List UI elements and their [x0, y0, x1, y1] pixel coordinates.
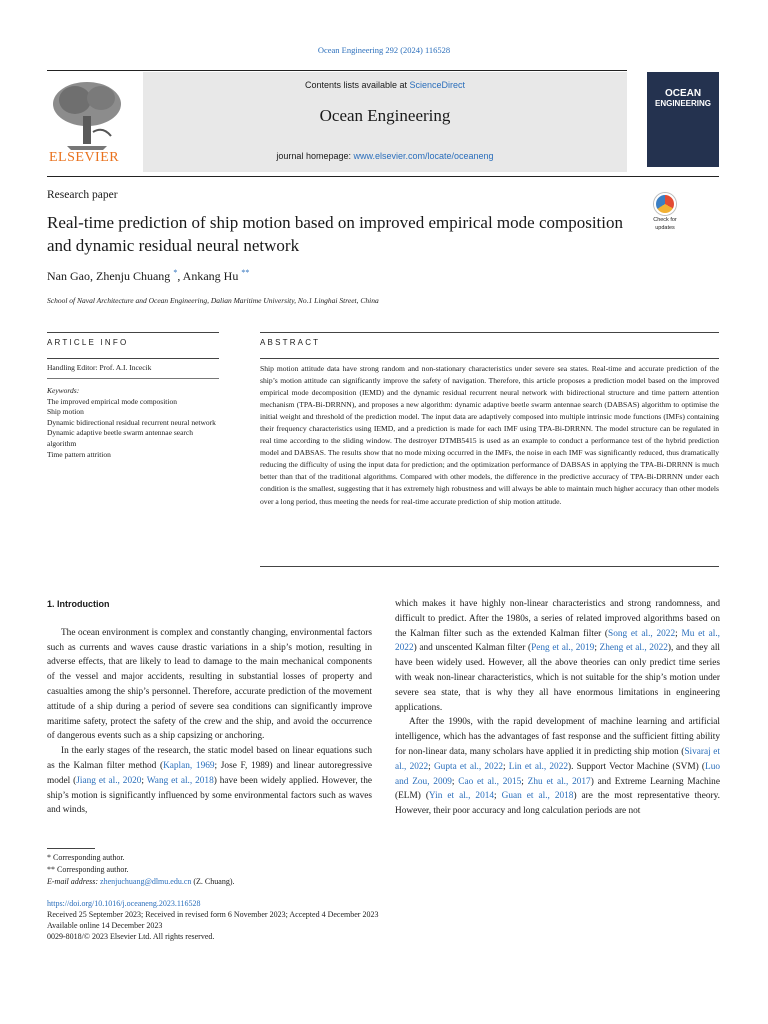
citation-link[interactable]: Jiang et al., 2020	[76, 775, 142, 786]
text-run: ) and Extreme Learning Machine (ELM) (	[395, 776, 720, 802]
available-online: Available online 14 December 2023	[47, 921, 163, 930]
text-run: which makes it have highly non-linear characteristics and strong randomness, and difficult to predict. After the 1980s, a series of related improved algorithms based on the Kalman filter such as the extended Kalman filter (	[395, 599, 720, 639]
rule	[260, 566, 719, 567]
cover-title-line1: OCEAN	[664, 88, 702, 99]
body-column-right	[395, 597, 720, 819]
citation-link[interactable]: Lin et al., 2022	[508, 761, 569, 772]
contents-line	[143, 80, 627, 90]
sciencedirect-link[interactable]: ScienceDirect	[409, 80, 466, 90]
article-title: Real-time prediction of ship motion based on improved empirical mode composition and dynamic residual neural network	[47, 213, 623, 255]
text-run: ;	[141, 775, 147, 786]
rule	[47, 332, 219, 333]
text-run: ;	[494, 791, 502, 802]
keyword-item: Dynamic adaptive beetle swarm antennae search algorithm	[47, 428, 193, 448]
body-paragraph	[395, 715, 720, 819]
author-name[interactable]: Ankang Hu	[182, 269, 239, 283]
citation-link[interactable]: Zheng et al., 2022	[599, 643, 668, 654]
homepage-prefix: journal homepage:	[276, 151, 354, 161]
rule	[260, 332, 719, 333]
keyword-item: Time pattern attrition	[47, 449, 111, 459]
citation-link[interactable]: Gupta et al., 2022	[433, 761, 503, 772]
check-updates-line2: updates	[655, 225, 675, 231]
citation-link[interactable]: Mu et al., 2022	[395, 628, 720, 654]
journal-cover-thumbnail[interactable]	[647, 72, 719, 167]
citation-link[interactable]: Guan et al., 2018	[501, 791, 574, 802]
citation-link[interactable]: Cao et al., 2015	[458, 776, 522, 787]
header-rule-bottom	[47, 176, 719, 177]
footnote: * Corresponding author.	[47, 853, 125, 862]
affiliation: School of Naval Architecture and Ocean Engineering, Dalian Maritime University, No.1 Linghai Street, China	[47, 296, 379, 305]
footnotes	[47, 852, 234, 888]
body-paragraph	[395, 597, 720, 715]
section-heading: 1. Introduction	[47, 599, 110, 609]
article-type: Research paper	[47, 189, 118, 201]
footnote-email	[47, 876, 234, 888]
text-run: ;	[428, 761, 434, 772]
journal-name: Ocean Engineering	[319, 106, 451, 125]
text-run: ;	[503, 761, 509, 772]
abstract-heading: ABSTRACT	[260, 338, 321, 347]
citation-link[interactable]: Kaplan, 1969	[163, 760, 215, 771]
rule	[260, 358, 719, 359]
citation-link[interactable]: Song et al., 2022	[608, 628, 676, 639]
citation-link[interactable]: Wang et al., 2018	[146, 775, 214, 786]
text-run: ) have been widely applied. However, the ship’s motion is significantly influenced by some environmental factors such as waves and winds,	[47, 775, 372, 816]
author-mark[interactable]: **	[241, 268, 250, 277]
header-rule-top	[47, 70, 627, 71]
citation-link[interactable]: Zhu et al., 2017	[527, 776, 591, 787]
body-paragraph	[47, 744, 372, 818]
text-run: ;	[675, 628, 682, 639]
cover-title-line2: ENGINEERING	[654, 99, 711, 108]
keyword-item: The improved empirical mode composition	[47, 396, 177, 406]
text-run: After the 1990s, with the rapid development of machine learning and artificial intelligence, which has the advantages of fast response and the sufficient fitting ability for non-linear data, many scholars have applied it in predicting ship motion (	[395, 717, 720, 757]
author-name[interactable]: Nan Gao	[47, 269, 90, 283]
citation-link[interactable]: Sivaraj et al., 2022	[395, 746, 720, 772]
citation-link[interactable]: Luo and Zou, 2009	[395, 761, 720, 787]
journal-masthead	[47, 72, 719, 172]
keywords-label: Keywords:	[47, 386, 80, 395]
footnote: ** Corresponding author.	[47, 865, 129, 874]
keywords-list	[47, 386, 219, 460]
citation-link[interactable]: Yin et al., 2014	[428, 791, 495, 802]
body-paragraph: The ocean environment is complex and constantly changing, environmental factors such as currents and waves cause drastic variations in a ship’s motion, resulting in adverse effects, that are likely to lead to damage to the main mechanical components of the vessel and major accidents, resulting in substantial losses of property and casualties among the ship’s personnel. Therefore, accurate prediction of the movement attitude of a ship during a period of severe sea conditions can significantly improve maritime safety, protect the safety of the crew and the ship, and avoid the occurrence of dangerous events such as a ship capsizing or anchoring.	[47, 627, 372, 742]
text-run: ;	[594, 643, 600, 654]
body-column-left	[47, 597, 372, 818]
author-mark[interactable]: *	[173, 268, 178, 277]
author-name[interactable]: Zhenju Chuang	[95, 269, 171, 283]
rule	[47, 358, 219, 359]
masthead-center	[143, 72, 627, 172]
copyright: 0029-8018/© 2023 Elsevier Ltd. All rights reserved.	[47, 932, 215, 941]
publication-info	[47, 898, 378, 942]
keyword-item: Ship motion	[47, 407, 84, 417]
text-run: ;	[521, 776, 528, 787]
journal-homepage-link[interactable]: www.elsevier.com/locate/oceaneng	[353, 151, 494, 161]
check-updates-line1: Check for	[653, 217, 677, 223]
journal-citation-link[interactable]: Ocean Engineering 292 (2024) 116528	[317, 45, 451, 55]
keyword-item: Dynamic bidirectional residual recurrent neural network	[47, 417, 216, 427]
text-run: ;	[451, 776, 459, 787]
citation-link[interactable]: Peng et al., 2019	[531, 643, 595, 654]
text-run: ). Support Vector Machine (SVM) (	[568, 761, 706, 772]
abstract-text: Ship motion attitude data have strong random and non-stationary characteristics under severe sea states. Real-time and accurate prediction of the ship’s motion attitude can significantly improve the safety of navigation. Therefore, this article proposes a prediction model based on the improved empirical mode decomposition (IEMD) and the dynamic residual recurrent neural network with bidirectional structure and time pattern attention mechanism (TPA-Bi-DRRNN), and proposes a new algorithm: dynamic adaptive beetle swarm antennae search (DABSAS) algorithm to optimise the initial weight and threshold of the prediction model. The input data are adaptively composed into multiple intrinsic mode functions (IMFs) containing their frequency characteristics using IEMD, and a prediction is made for each IMF using TPA-Bi-DRRNN. The model structure can be regulated in real time according to the sliding window. The destroyer DTMB5415 is used as an example to conduct a performance test of the hybrid prediction model and DABSAS. The results show that no mode mixing occurred in the IMFs, the noise in each IMF was significantly reduced, thus dramatically reducing the difficulty of using the input data for prediction; and the optimization performance of DABSAS in applying the TPA-Bi-DRRNN is much better than that of the traditional algorithms. Compared with other models, the difference in the predictive accuracy of TPA-Bi-DRRNN under each condition is the smallest, suggesting that it has extremely high robustness and will always be able to maintain much higher accuracy than other models over a long period, thus meeting the needs for real-time accurate prediction of ship motion attitude.	[260, 364, 719, 506]
doi-link[interactable]: https://doi.org/10.1016/j.oceaneng.2023.116528	[47, 899, 201, 908]
check-for-updates-button[interactable]	[645, 193, 685, 233]
received-dates: Received 25 September 2023; Received in revised form 6 November 2023; Accepted 4 December 2023	[47, 910, 379, 919]
text-run: ), and they all have been widely used. However, all the above theories can only predict time series with weak non-linear characteristics, which is not suitable for the ship’s motion under severe sea state, that is why they all have enormous limitations in engineering applications.	[395, 643, 720, 713]
homepage-line	[143, 151, 627, 161]
rule	[47, 378, 219, 379]
email-suffix: (Z. Chuang).	[191, 877, 235, 886]
contents-prefix: Contents lists available at	[304, 80, 410, 90]
text-run: ) are the most representative theory. However, their poor accuracy and long calculation periods are not	[395, 791, 720, 817]
footnote-rule	[47, 848, 95, 849]
author-list: Nan Gao, Zhenju Chuang *, Ankang Hu **	[47, 268, 250, 283]
article-info-heading: ARTICLE INFO	[47, 338, 129, 347]
email-label: E-mail address:	[47, 877, 101, 886]
handling-editor: Handling Editor: Prof. A.I. Incecik	[47, 363, 152, 372]
check-updates-icon	[654, 193, 676, 215]
text-run: In the early stages of the research, the static model based on linear equations such as the Kalman filter method (	[47, 746, 372, 771]
email-link[interactable]: zhenjuchuang@dlmu.edu.cn	[100, 877, 192, 886]
text-run: ) and unscented Kalman filter (	[413, 643, 532, 654]
text-run: ; Jose F, 1989) and linear autoregressive model (	[47, 760, 373, 786]
publisher-name: ELSEVIER	[49, 150, 120, 165]
